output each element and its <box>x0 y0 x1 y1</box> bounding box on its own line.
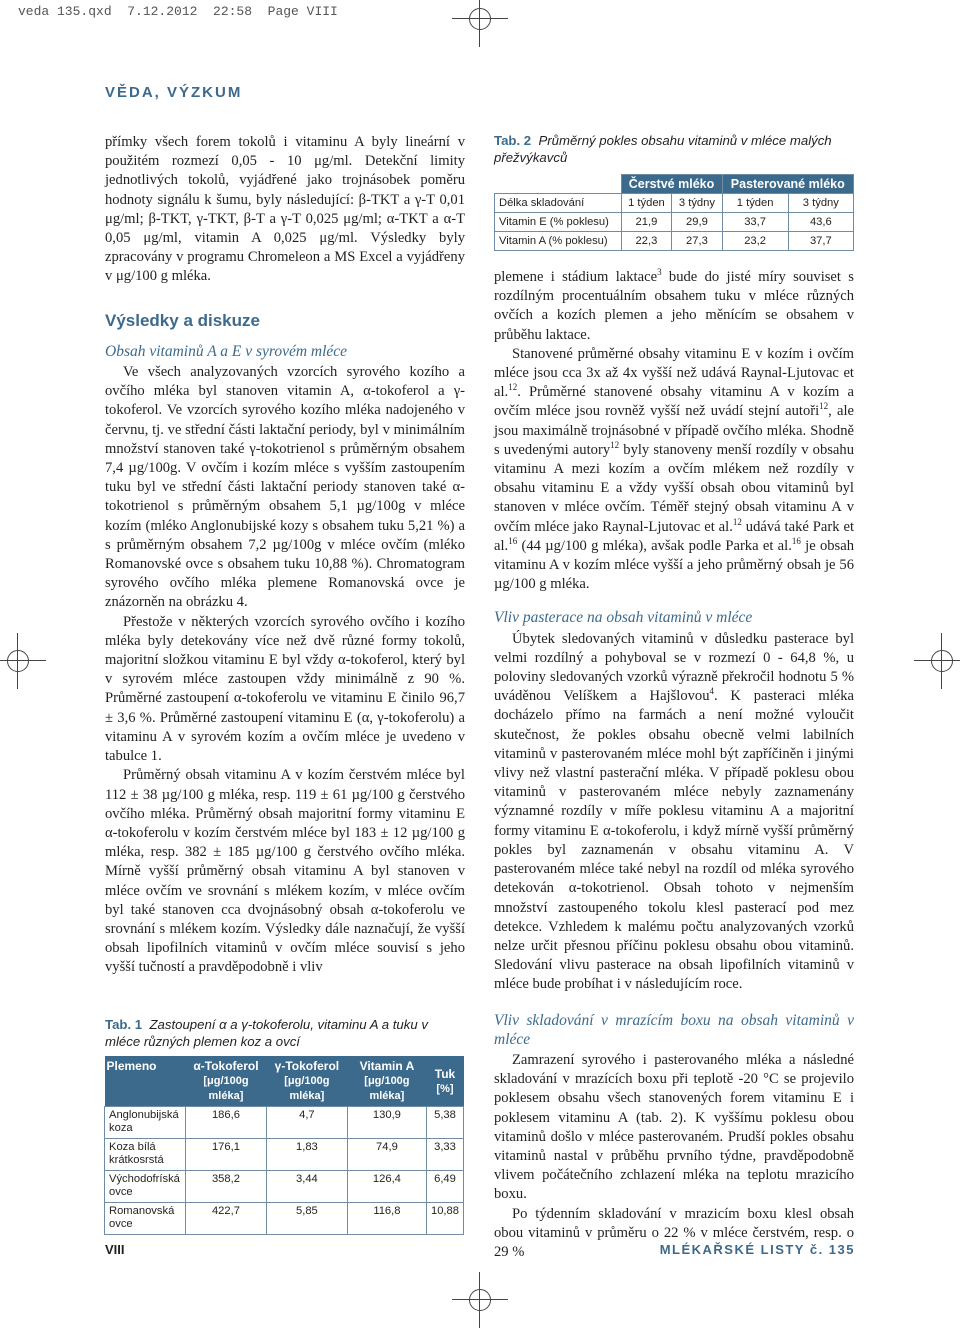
table2-caption <box>494 133 854 166</box>
table-row: Romanovská ovce 422,7 5,85 116,8 10,88 <box>105 1203 464 1235</box>
subheading: Obsah vitaminů A a E v syrovém mléce <box>105 342 348 360</box>
table1-header: Tuk [%] <box>426 1056 463 1107</box>
table1 <box>104 1056 464 1235</box>
section-heading: Výsledky a diskuze <box>105 310 260 330</box>
registration-mark-bottom <box>466 1286 494 1314</box>
table-row: Vitamin A (% poklesu) 22,3 27,3 23,2 37,7 <box>495 232 854 251</box>
paragraph: Přestože v některých vzorcích syrového ovčího i kozího mléka byly detekovány více než dvě různé formy tokolů, majoritní složkou vitaminu E byl vždy α-tokoferol, který byl v syrovém mléce zastoupen vždy minimálně z 90 %. Průměrné zastoupení α-tokoferolu ve vitaminu E činilo 96,7 ± 3,6 %. Průměrné zastoupení vitaminu E (α, γ-tokoferolu) a vitaminu A v syrovém kozím a ovčím mléce je uvedeno v tabulce 1. <box>105 613 465 765</box>
reference: 16 <box>791 535 801 546</box>
print-slug: veda 135.qxd 7.12.2012 22:58 Page VIII <box>18 4 338 19</box>
reference: 12 <box>508 382 518 393</box>
paragraph: Průměrný obsah vitaminu A v kozím čerstvém mléce byl 112 ± 38 µg/100 g mléka, resp. 119 ± 61 µg/100 g čerstvého ovčího mléka. Průměrný obsah majoritní formy vitaminu E α-tokoferolu v kozím čerstvém mléce byl 183 ± 12 µg/100 g mléka, resp. 382 ± 185 µg/100 g čerstvého ovčího mléka. Mírně vyšší průměrný obsah vitaminu A byl stanoven v mléce ovčím ve srovnání s mlékem kozím, v mléce ovčím byl také stanoven cca dvojnásobný obsah α-tokoferolu ve srovnání s mlékem kozím. Výsledky dále naznačují, že vyšší obsah lipofilních vitaminů v ovčím mléce souvisí s jeho vyšší tučností a pravděpodobně i vliv <box>105 767 465 976</box>
reference: 3 <box>657 267 662 278</box>
paragraph: plemene i stádium laktace$^3$ bude do jisté míry souviset s rozdílným procentuálním obsahem tuku v mléce různých ovčích a kozích plemen a jeho měnícím se obsahem v průběhu laktace. <box>494 267 854 343</box>
paragraph: Zamrazení syrového i pasterovaného mléka a následné skladování v mrazících boxu při teplotě -20 °C se projevilo poklesem obsahu všech stanovených forem vitaminu E i poklesem vitaminu A (tab. 2). K vyššímu poklesu obou vitaminů došlo v mléce pasterovaném. Prudší pokles obsahu vitaminů nastal v průběhu prvního týdne, pravděpodobně vlivem počátečního zchlazení mléka na teplotu mrazicího boxu. <box>494 1051 854 1203</box>
right-column <box>494 268 854 1262</box>
table1-header: Vitamin A [μg/100g mléka] <box>347 1056 426 1107</box>
paragraph: Po týdenním skladování v mrazicím boxu klesl obsah obou vitaminů v průměru o 22 % v mléce čerstvém, resp. o 29 % <box>494 1205 854 1260</box>
table-row: Anglonubijská koza 186,6 4,7 130,9 5,38 <box>105 1107 464 1139</box>
table-row: Délka skladování 1 týden 3 týdny 1 týden 3 týdny <box>495 194 854 213</box>
table1-header: Plemeno <box>105 1056 186 1107</box>
reference: 12 <box>819 401 829 412</box>
table1-caption <box>105 1017 465 1050</box>
paragraph: Stanovené průměrné obsahy vitaminu E v kozím i ovčím mléce jsou cca 3x až 4x vyšší než udává Raynal-Ljutovac et al.$^{12}$. Průměrné stanovené obsahy vitaminu A v kozím a ovčím mléce jsou rovněž vyšší než uvádí stejní autoři$^{12}$, ale jsou maximálně trojnásobné v případě ovčího mléka. Shodně s uvedenými autory$^{12}$ byly stanoveny menší rozdíly v obsahu vitaminu A mezi kozím a ovčím mlékem než rozdíly v obsahu vitaminu E a vždy vyšší obsah obou vitaminů byl stanoven v mléce ovčím. Téměř stejný obsah vitaminu A v ovčím mléce jako Raynal-Ljutovac et al.$^{12}$ udává také Park et al.$^{16}$ (44 µg/100 g mléka), avšak podle Parka et al.$^{16}$ je obsah vitaminu A v kozím mléce vyšší a jeho průměrný obsah je 56 µg/100 g mléka. <box>494 345 854 593</box>
paragraph: Ve všech analyzovaných vzorcích syrového kozího a ovčího mléka byl stanoven vitamin A, α-tokoferol a γ-tokoferol. Ve vzorcích syrového kozího mléka nadojeného v červnu, tj. ve střední části laktační periody, byl v minimálním množství stanoven také γ-tokotrienol s průměrným obsahem 7,4 µg/100g. V ovčím i kozím mléce s vyšším zastoupením tuku byl ve střední části laktační periody stanoven také α-tokotrienol s průměrným obsahem 5,1 µg/100g v mléce kozím (mléko Anglonubijské kozy s obsahem tuku 5,21 %) a s průměrným obsahem 7,2 µg/100g v mléce ovčím (mléko Romanovské ovce s obsahem tuku 10,88 %). Chromatogram syrového ovčího mléka plemene Romanovská ovce je znázorněn na obrázku 4. <box>105 364 465 611</box>
table-row: Východofríská ovce 358,2 3,44 126,4 6,49 <box>105 1171 464 1203</box>
subheading: Vliv pasterace na obsah vitaminů v mléce <box>494 609 753 627</box>
section-label: VĚDA, VÝZKUM <box>105 84 243 101</box>
table-row: Koza bílá krátkosrstá 176,1 1,83 74,9 3,33 <box>105 1139 464 1171</box>
subheading: Vliv skladování v mrazícím boxu na obsah vitaminů v mléce <box>494 1011 854 1048</box>
journal-name: MLÉKAŘSKÉ LISTY č. 135 <box>659 1242 855 1257</box>
table1-caption-text: Zastoupení α a γ-tokoferolu, vitaminu A a tuku v mléce různých plemen koz a ovcí <box>105 1017 428 1049</box>
paragraph: přímky všech forem tokolů i vitaminu A byly lineární v použitém rozmezí 0,05 - 10 μg/ml. Detekční limity jednotlivých tokolů, vyjádřené jako trojnásobek poměru hodnoty signálu k šumu, byly následující: β-TKT a γ-T 0,01 μg/ml; β-TKT, γ-TKT, β-T a γ-T 0,025 μg/ml; α-TKT a α-T 0,05 μg/ml, vitamin A 0,025 μg/ml. Výsledky byly zpracovány v programu Chromeleon a MS Excel a vyjádřeny v μg/100 g mléka. <box>105 134 465 285</box>
table-row: Vitamin E (% poklesu) 21,9 29,9 33,7 43,6 <box>495 213 854 232</box>
reference: 12 <box>732 516 742 527</box>
reference: 4 <box>709 686 715 697</box>
reference: 16 <box>508 535 518 546</box>
registration-mark-right <box>928 647 956 675</box>
table1-header: γ-Tokoferol [μg/100g mléka] <box>266 1056 347 1107</box>
table2-label: Tab. 2 <box>494 133 532 148</box>
registration-mark-top <box>466 5 494 33</box>
left-column <box>105 133 465 978</box>
table1-label: Tab. 1 <box>105 1017 143 1032</box>
table2-caption-text: Průměrný pokles obsahu vitaminů v mléce malých přežvýkavců <box>494 133 832 165</box>
table1-header: α-Tokoferol [μg/100g mléka] <box>186 1056 267 1107</box>
reference: 12 <box>610 439 620 450</box>
table2-group-header: Čerstvé mléko <box>621 175 722 194</box>
table2-group-header: Pasterované mléko <box>722 175 853 194</box>
table2 <box>494 174 854 251</box>
paragraph: Úbytek sledovaných vitaminů v důsledku pasterace byl velmi rozdílný a pohyboval se v rozmezí 0 - 64,8 %, u poloviny sledovaných vzorků výrazně překročil hodnotu 5 % uváděnou Velíškem a Hajšlovou$^4$. K pasteraci mléka docházelo přímo na farmách a není možné vyloučit skutečnost, že pokles obsahu obecně velmi labilních vitaminů v pasterovaném mléce mohl být zapříčiněn i jinými vlivy než vlastní pasterační mléka. V případě poklesu obou vitaminů v pasterovaném mléce nebyly zaznamenány významné rozdíly v míře poklesu vitaminu A a majoritní formy vitaminu E α-tokoferolu, i když mírně vyšší průměrný pokles byl zaznamenán v obsahu vitaminu A. V pasterovaném mléce také nebyl na rozdíl od mléka syrového detekován α-tokotrienol. Obsah tohoto v nejmenším množství zastoupeného tokolu klesl pasterací pod mez detekce. Vzhledem k malému počtu analyzovaných vzorků nelze určit přesnou příčinu poklesu obsahu obou vitaminů. Sledování vlivu pasterace na obsah lipofilních vitaminů v mléce bude probíhat i v následujícím roce. <box>494 630 854 993</box>
page-number: VIII <box>105 1242 125 1257</box>
registration-mark-left <box>4 647 32 675</box>
